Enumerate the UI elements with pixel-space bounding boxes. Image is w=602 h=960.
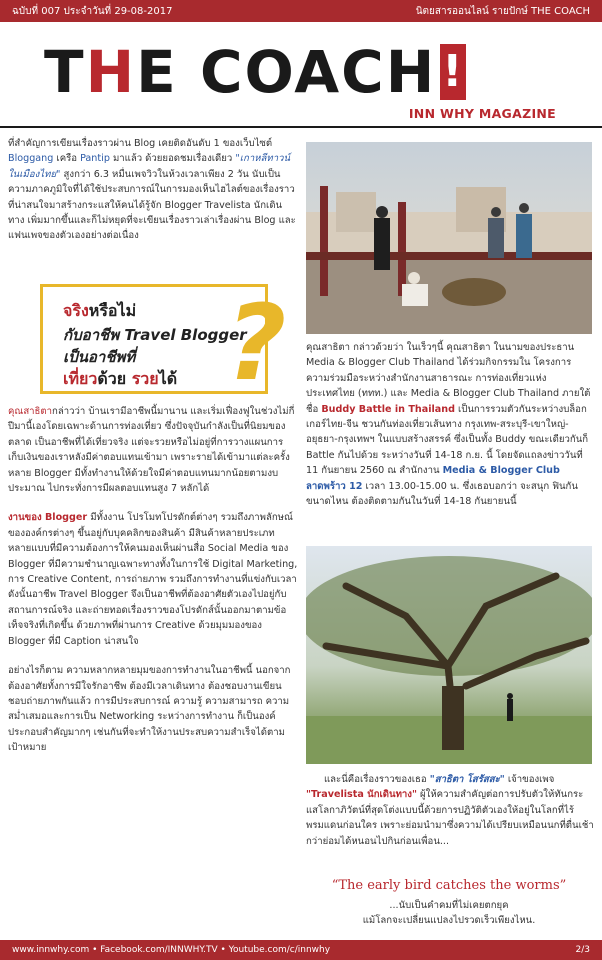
pantip-link[interactable]: Pantip	[80, 153, 110, 165]
right-column-lower	[306, 772, 594, 863]
footer-bar	[0, 940, 602, 960]
section-heading: งานของ Blogger	[8, 512, 88, 524]
event-venue: Media & Blogger Club ลาดพร้าว 12	[306, 465, 560, 492]
magazine-subtitle: INN WHY MAGAZINE	[408, 106, 556, 121]
pull-quote: “The early bird catches the worms”	[331, 878, 567, 893]
top-banner	[0, 0, 602, 22]
question-infobox: จริงหรือไม่ กับอาชีพ Travel Blogger เป็นอาชีพที่ เที่ยวด้วย รวยได้	[40, 284, 268, 394]
event-paragraph: คุณสาธิตา กล่าวด้วยว่า ในเร็วๆนี้ คุณสาธิตา ในนามของประธาน Media & Blogger Club Thailand ได้ร่วมกิจกรรมใน โครงการความร่วมมือระหว่างสำนักงานสาธารณะ การท่องเที่ยวแห่งประเทศไทย (ททท.) และ Media & Blogger Club Thailand ภายใต้ชื่อ Buddy Battle in Thailand เป็นการรวมตัวกันระหว่างบล็อกเกอร์ไทย-จีน ชวนกันท่องเที่ยวเส้นทาง กรุงเทพ-สระบุรี-เขาใหญ่-อยุธยา-กรุงเทพฯ ในแบบสร้างสรรค์ ซึ่งเป็นทั้ง Buddy ขณะเดียวกันก็ Battle กันไปด้วย ระหว่างวันที่ 14-18 ก.ย. นี้ โดยจัดแถลงข่าววันที่ 11 กันยายน 2560 ณ สำนักงาน Media & Blogger Club ลาดพร้าว 12 เวลา 13.00-15.00 น. ซึ่งเธอบอกว่า จะสนุก ฟินกันขนาดไหน ต้องติดตามกันในวันที่ 14-18 กันยายนนี้	[306, 342, 591, 508]
story-title: "เกาหลีทาวน์ในเมืองไทย"	[8, 153, 291, 180]
photo-bloggers-fort	[306, 142, 592, 334]
blogger-name: "สาธิตา โสรัสสะ"	[429, 774, 505, 785]
right-column	[306, 340, 594, 523]
footer-links[interactable]: www.innwhy.com • Facebook.com/INNWHY.TV • Youtube.com/c/innwhy	[12, 945, 331, 955]
question-mark-icon: ?	[226, 282, 287, 404]
masthead-divider	[0, 126, 602, 128]
blogger-work-paragraph: งานของ Blogger มีทั้งงาน โปรโมทโปรดักต์ต่างๆ รวมถึงภาพลักษณ์ขององค์กรต่างๆ ขึ้นอยู่กับบุคคลิกของสินค้า มีสินค้าหลายประเภท หลายแบบที่มีความต้องการให้คนมองเห็นผ่านสื่อ Social Media ของ Blogger ที่มีความชำนาญเฉพาะทางทั้งในการใช้ Digital Marketing, การ Creative Content, การถ่ายภาพ รวมถึงการทำงานที่แข่งกับเวลา ดังนั้นอาชีพ Travel Blogger จึงเป็นอาชีพที่ต้องอาศัยตัวเองไปอยู่กับสถานการณ์จริง และถ่ายทอดเรื่องราวของโปรดักส์นั้นออกมาตามข้อเท็จจริงที่เกิดขึ้น ด้วยภาพที่ผ่านการ Creative ด้วยมุมมองของ Blogger ที่มี Caption น่าสนใจ	[8, 512, 298, 647]
publication-name: นิตยสารออนไลน์ รายปักษ์ THE COACH	[415, 5, 590, 17]
event-name: Buddy Battle in Thailand	[321, 403, 455, 415]
issue-date: ฉบับที่ 007 ประจำวันที่ 29-08-2017	[12, 5, 173, 17]
interview-paragraph: คุณสาธิตากล่าวว่า บ้านเรามีอาชีพนี้มานาน และเริ่มเฟื่องฟูในช่วงไม่กี่ปีมานี้เองโดยเฉพาะด้านการท่องเที่ยว ซึ่งปัจจุบันกำลังเป็นที่นิยมของตลาด เป็นอาชีพที่ได้เที่ยวจริง แต่จะรวยหรือไม่อยู่ที่การวางแผนการเก็บเงินของเราหลังมีค่าตอบแทนเข้ามา เพราะรายได้เข้ามาแต่ละครั้ง หลาย Blogger มีทั้งทำงานให้ด้วยใจมีค่าตอบแทนมากน้อยตามงบประมาณ ไปกระทั่งการมีผลตอบแทนสูง 7 หลักได้	[8, 406, 295, 495]
page-number: 2/3	[575, 945, 590, 955]
bloggang-link[interactable]: Bloggang	[8, 153, 54, 165]
photo-illustration	[306, 142, 592, 334]
profile-paragraph: และนี่คือเรื่องราวของเธอ "สาธิตา โสรัสสะ" เจ้าของเพจ "Travelista นักเดินทาง" ผู้ให้ความสำคัญต่อการปรับตัวให้ทันกระแสโลกาภิวัตน์ที่สุดโต่งแบบนี้ด้วยการปฏิวัติตัวเองให้อยู่ในโลกที่ไร้พรมแดนก่อนใคร เพราะย่อมนำมาซึ่งความได้เปรียบเหมือนนกที่ตื่นเช้ากว่าย่อมได้หนอนไปกินก่อนเพื่อน...	[306, 774, 594, 847]
left-column-lower	[8, 404, 298, 770]
speaker-name: คุณสาธิตา	[8, 406, 53, 417]
page-name: "Travelista นักเดินทาง"	[306, 789, 417, 801]
photo-big-tree	[306, 546, 592, 764]
masthead	[0, 22, 602, 126]
magazine-logo: THE COACH !	[44, 38, 465, 106]
intro-paragraph: ที่สำคัญการเขียนเรื่องราวผ่าน Blog เคยติดอันดับ 1 ของเว็บไซต์ Bloggang เครือ Pantip มาแล้ว ด้วยยอดชมเรื่องเดียว "เกาหลีทาวน์ในเมืองไทย" สูงกว่า 6.3 หมื่นเพจวิวในห้วงเวลาเพียง 2 วัน นับเป็นความภาคภูมิใจที่ได้ใช้ประสบการณ์ในการมองเห็นไฮไลต์ของเรื่องราวที่น่าสนใจมาสร้างกระแสให้คนได้รู้จัก Blogger Travelista นักเดินทาง เพิ่มมากขึ้นและก็ไม่หยุดที่จะเขียนเรื่องราวเล่าเรื่องผ่าน Blog และแฟนเพจของตัวเองอย่างต่อเนื่อง	[8, 138, 296, 242]
left-column	[8, 136, 298, 258]
photo-illustration	[306, 546, 592, 764]
quote-caption: ...นับเป็นคำคมที่ไม่เคยตกยุค แม้โลกจะเปลี่ยนแปลงไปรวดเร็วเพียงไหน.	[362, 900, 536, 926]
closing-paragraph: อย่างไรก็ตาม ความหลากหลายมุมของการทำงานในอาชีพนี้ นอกจากต้องอาศัยทั้งการมีใจรักอาชีพ ต้องมีเวลาเดินทาง ต้องชอบงานเขียน ชอบถ่ายภาพกันแล้ว การมีประสบการณ์ ความรู้ ความสามารถ ความสม่ำเสมอและการเป็น Networking ระหว่างการทำงาน ก็เป็นองค์ประกอบสำคัญมากๆ เช่นกันที่จะทำให้งานประสบความสำเร็จได้ตามเป้าหมาย	[8, 665, 291, 754]
